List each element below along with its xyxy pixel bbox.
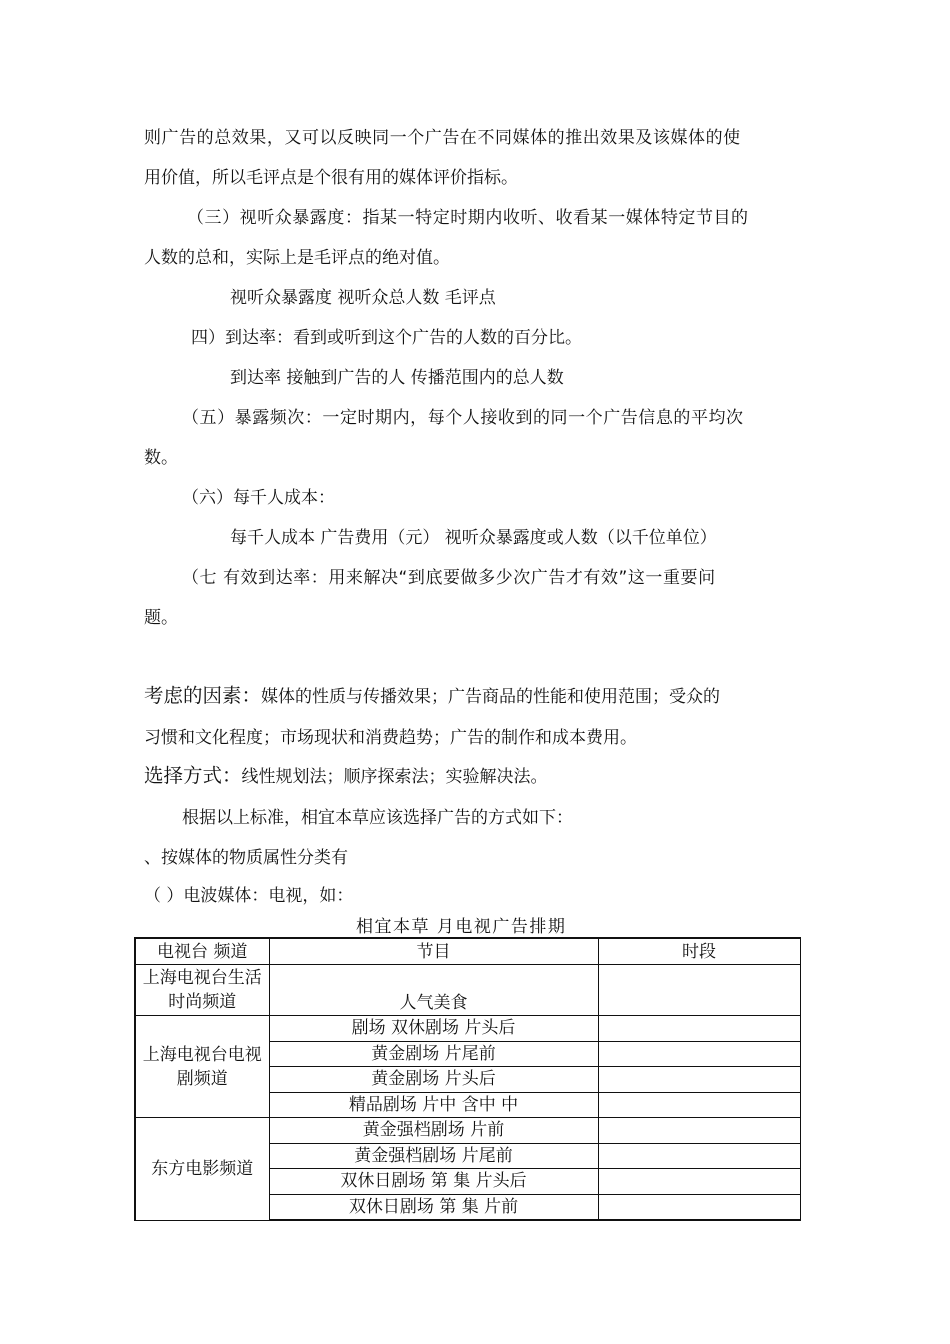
header-timeslot: 时段 bbox=[598, 938, 800, 965]
formula-line: 到达率 接触到广告的人 传播范围内的总人数 bbox=[230, 368, 564, 388]
table-row bbox=[135, 1118, 800, 1144]
station-cell: 东方电影频道 bbox=[135, 1118, 269, 1221]
program-cell: 黄金强档剧场 片前 bbox=[269, 1118, 598, 1144]
timeslot-cell bbox=[598, 1016, 800, 1042]
paragraph-line: 人数的总和，实际上是毛评点的绝对值。 bbox=[144, 248, 450, 268]
timeslot-cell bbox=[598, 1092, 800, 1118]
program-cell: 精品剧场 片中 含中 中 bbox=[269, 1092, 598, 1118]
factors-text: 媒体的性质与传播效果；广告商品的性能和使用范围；受众的 bbox=[261, 687, 721, 707]
program-cell: 黄金剧场 片尾前 bbox=[269, 1041, 598, 1067]
formula-line: 每千人成本 广告费用（元） 视听众暴露度或人数（以千位单位） bbox=[230, 528, 717, 548]
formula-line: 视听众暴露度 视听众总人数 毛评点 bbox=[230, 288, 496, 308]
factors-heading: 考虑的因素： bbox=[144, 684, 262, 707]
timeslot-cell bbox=[598, 1118, 800, 1144]
methods-line bbox=[144, 764, 548, 789]
paragraph-line: （ ）电波媒体：电视，如： bbox=[144, 886, 354, 906]
paragraph-line: （六）每千人成本： bbox=[182, 488, 335, 508]
timeslot-cell bbox=[598, 1067, 800, 1093]
methods-heading: 选择方式： bbox=[144, 764, 242, 787]
program-cell: 黄金剧场 片头后 bbox=[269, 1067, 598, 1093]
factors-line bbox=[144, 684, 720, 709]
paragraph-line: 用价值，所以毛评点是个很有用的媒体评价指标。 bbox=[144, 168, 518, 188]
station-cell: 上海电视台生活时尚频道 bbox=[135, 965, 269, 1016]
paragraph-line: （三）视听众暴露度：指某一特定时期内收听、收看某一媒体特定节目的 bbox=[187, 208, 749, 228]
timeslot-cell bbox=[598, 1041, 800, 1067]
station-cell: 上海电视台电视剧频道 bbox=[135, 1016, 269, 1118]
paragraph-line: 根据以上标准，相宜本草应该选择广告的方式如下： bbox=[182, 808, 573, 828]
table-row bbox=[135, 1016, 800, 1042]
methods-text: 线性规划法；顺序探索法；实验解决法。 bbox=[241, 767, 548, 787]
paragraph-line: （七 有效到达率：用来解决“到底要做多少次广告才有效”这一重要问 bbox=[182, 568, 716, 588]
table-caption: 相宜本草 月电视广告排期 bbox=[356, 917, 567, 937]
schedule-table bbox=[134, 937, 801, 1221]
program-cell: 黄金强档剧场 片尾前 bbox=[269, 1143, 598, 1169]
header-program: 节目 bbox=[269, 938, 598, 965]
header-station: 电视台 频道 bbox=[135, 938, 269, 965]
program-cell: 双休日剧场 第 集 片头后 bbox=[269, 1169, 598, 1195]
paragraph-line: 四）到达率：看到或听到这个广告的人数的百分比。 bbox=[191, 328, 582, 348]
paragraph-line: 则广告的总效果，又可以反映同一个广告在不同媒体的推出效果及该媒体的使 bbox=[144, 128, 741, 148]
table-header-row bbox=[135, 938, 800, 965]
timeslot-cell bbox=[598, 1169, 800, 1195]
paragraph-line: 题。 bbox=[144, 608, 178, 628]
paragraph-line: 习惯和文化程度；市场现状和消费趋势；广告的制作和成本费用。 bbox=[144, 728, 637, 748]
table-row bbox=[135, 965, 800, 1016]
timeslot-cell bbox=[598, 1194, 800, 1220]
paragraph-line: （五）暴露频次：一定时期内，每个人接收到的同一个广告信息的平均次 bbox=[182, 408, 744, 428]
program-cell: 剧场 双休剧场 片头后 bbox=[269, 1016, 598, 1042]
paragraph-line: 数。 bbox=[144, 448, 178, 468]
program-cell: 人气美食 bbox=[269, 965, 598, 1016]
program-cell: 双休日剧场 第 集 片前 bbox=[269, 1194, 598, 1220]
paragraph-line: 、按媒体的物质属性分类有 bbox=[144, 848, 348, 868]
timeslot-cell bbox=[598, 965, 800, 1016]
timeslot-cell bbox=[598, 1143, 800, 1169]
